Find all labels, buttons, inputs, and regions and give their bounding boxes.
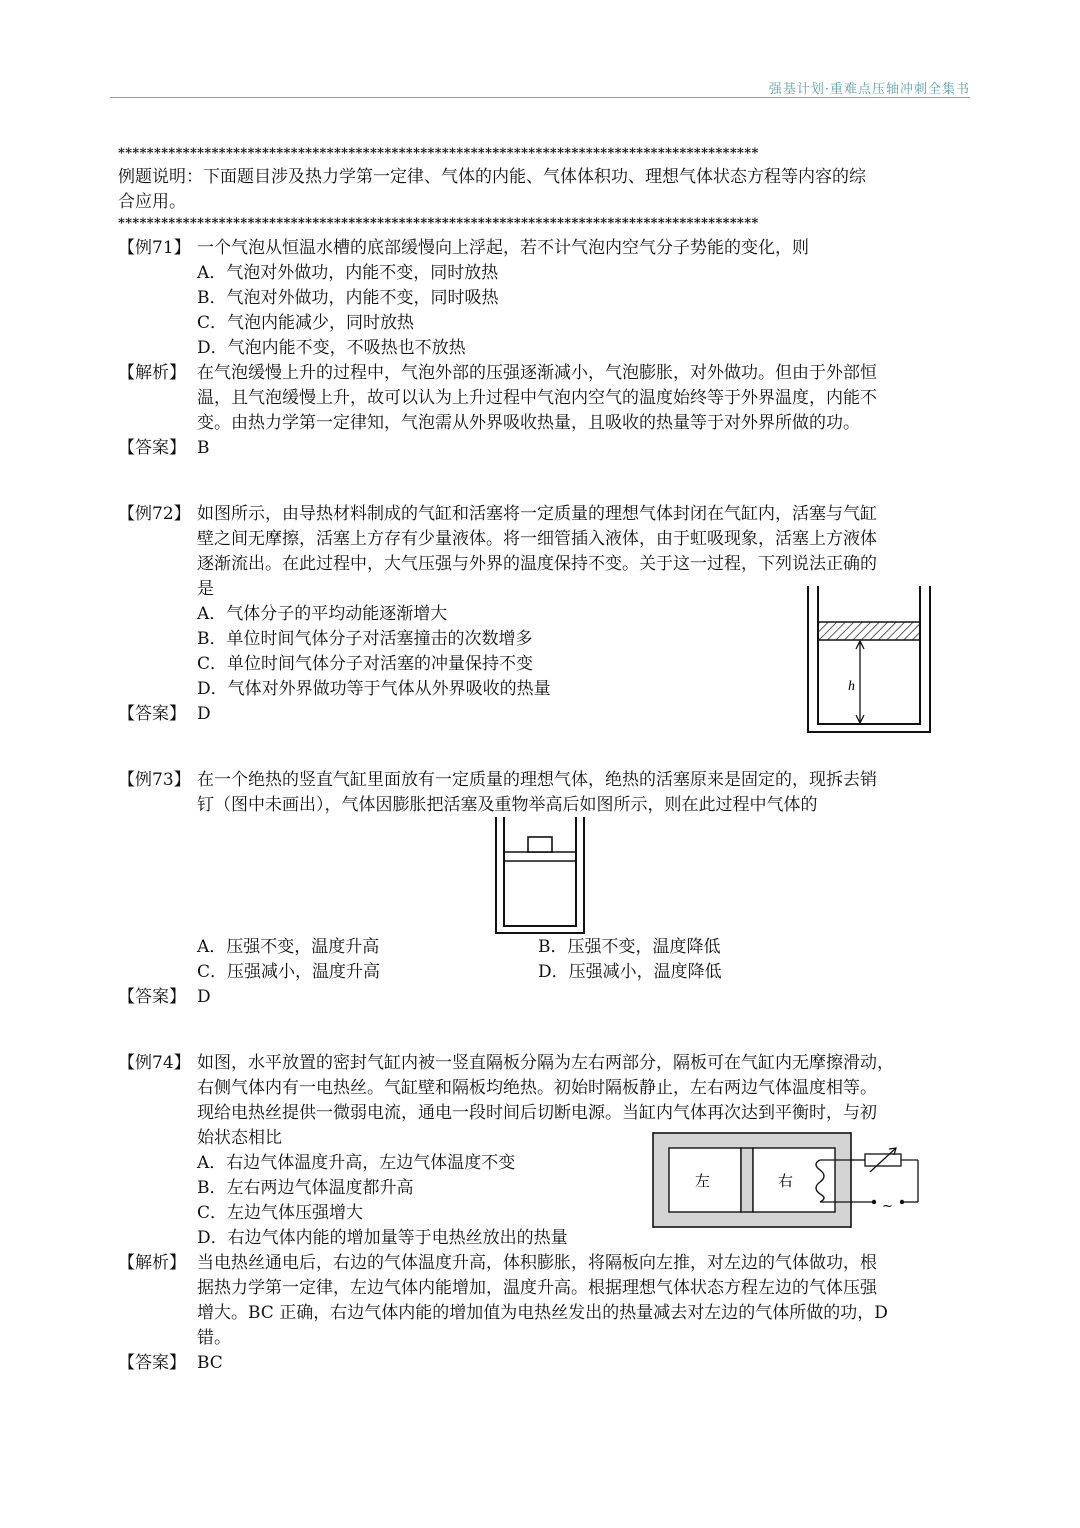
- q72-stem-line: 如图所示，由导热材料制成的气缸和活塞将一定质量的理想气体封闭在气缸内，活塞与气缸: [197, 504, 877, 524]
- q74-answer-label: 【答案】: [118, 1353, 186, 1373]
- q74-stem-line: 右侧气体内有一电热丝。气缸壁和隔板均绝热。初始时隔板静止，左右两边气体温度相等。: [197, 1078, 877, 1098]
- weight-block: [528, 837, 552, 852]
- q74-option: A．右边气体温度升高，左边气体温度不变: [197, 1153, 516, 1173]
- q73-option: C．压强减小，温度升高: [197, 962, 381, 982]
- q73-cylinder-figure: [490, 815, 590, 940]
- right-label: 右: [778, 1172, 794, 1190]
- q73-answer-label: 【答案】: [118, 987, 186, 1007]
- q74-analysis-line: 错。: [197, 1328, 231, 1348]
- q74-answer: BC: [197, 1353, 223, 1373]
- q71-stem: 一个气泡从恒温水槽的底部缓慢向上浮起，若不计气泡内空气分子势能的变化，则: [197, 238, 809, 258]
- left-label: 左: [695, 1172, 711, 1190]
- partition: [741, 1148, 753, 1212]
- q71-answer: B: [197, 438, 210, 458]
- header-rule: [110, 97, 970, 98]
- ac-terminal-right: [900, 1200, 904, 1204]
- running-header: 强基计划·重难点压轴冲刺全集书: [768, 82, 970, 97]
- intro-line: 合应用。: [118, 192, 186, 212]
- q71-analysis-line: 温，且气泡缓慢上升，故可以认为上升过程中气泡内空气的温度始终等于外界温度，内能不: [197, 388, 877, 408]
- cylinder-inner-wall: [818, 586, 920, 724]
- q74-option: B．左右两边气体温度都升高: [197, 1178, 414, 1198]
- q72-stem-line: 逐渐流出。在此过程中，大气压强与外界的温度保持不变。关于这一过程，下列说法正确的: [197, 554, 877, 574]
- q72-option: A．气体分子的平均动能逐渐增大: [197, 604, 448, 624]
- q72-stem-line: 壁之间无摩擦，活塞上方存有少量液体。将一细管插入液体，由于虹吸现象，活塞上方液体: [197, 529, 877, 549]
- q74-stem-line: 始状态相比: [197, 1128, 282, 1148]
- q71-answer-label: 【答案】: [118, 438, 186, 458]
- q72-option: D．气体对外界做功等于气体从外界吸收的热量: [197, 679, 551, 699]
- q72-option: B．单位时间气体分子对活塞撞击的次数增多: [197, 629, 533, 649]
- q74-analysis-line: 据热力学第一定律，左边气体内能增加，温度升高。根据理想气体状态方程左边的气体压强: [197, 1278, 877, 1298]
- q71-option: D．气泡内能不变，不吸热也不放热: [197, 338, 466, 358]
- intro-line: 例题说明：下面题目涉及热力学第一定律、气体的内能、气体体积功、理想气体状态方程等内容的综: [118, 167, 866, 187]
- q73-stem-line: 钉（图中未画出），气体因膨胀把活塞及重物举高后如图所示，则在此过程中气体的: [197, 795, 818, 815]
- q71-label: 【例71】: [118, 238, 191, 258]
- height-label: h: [848, 679, 855, 694]
- q71-analysis-line: 在气泡缓慢上升的过程中，气泡外部的压强逐渐减小，气泡膨胀，对外做功。但由于外部恒: [197, 363, 877, 383]
- q74-horizontal-cylinder-figure: [650, 1130, 930, 1232]
- q72-stem-line: 是: [197, 579, 214, 599]
- q74-analysis-line: 增大。BC 正确，右边气体内能的增加值为电热丝发出的热量减去对左边的气体所做的功，D: [197, 1303, 888, 1323]
- piston: [818, 622, 920, 640]
- q73-label: 【例73】: [118, 770, 191, 790]
- cylinder-outer-wall: [808, 586, 930, 732]
- q74-stem-line: 现给电热丝提供一微弱电流，通电一段时间后切断电源。当缸内气体再次达到平衡时，与初: [197, 1103, 877, 1123]
- q73-option: D．压强减小，温度降低: [538, 962, 722, 982]
- q71-option: C．气泡内能减少，同时放热: [197, 313, 415, 333]
- q74-analysis-line: 当电热丝通电后，右边的气体温度升高，体积膨胀，将隔板向左推，对左边的气体做功，根: [197, 1253, 877, 1273]
- q74-stem-line: 如图，水平放置的密封气缸内被一竖直隔板分隔为左右两部分，隔板可在气缸内无摩擦滑动，: [197, 1053, 894, 1073]
- q72-answer-label: 【答案】: [118, 704, 186, 724]
- star-separator: *****************************************************************************************: [118, 216, 759, 231]
- q72-option: C．单位时间气体分子对活塞的冲量保持不变: [197, 654, 534, 674]
- cylinder-inner-wall: [504, 817, 576, 926]
- q73-option: B．压强不变，温度降低: [538, 937, 721, 957]
- q74-label: 【例74】: [118, 1053, 191, 1073]
- q74-option: C．左边气体压强增大: [197, 1203, 364, 1223]
- q71-option: A．气泡对外做功，内能不变，同时放热: [197, 263, 499, 283]
- q72-answer: D: [197, 704, 211, 724]
- q73-stem-line: 在一个绝热的竖直气缸里面放有一定质量的理想气体，绝热的活塞原来是固定的，现拆去销: [197, 770, 877, 790]
- cylinder-outer-wall: [496, 817, 584, 933]
- q72-label: 【例72】: [118, 504, 191, 524]
- q71-option: B．气泡对外做功，内能不变，同时吸热: [197, 288, 499, 308]
- q73-answer: D: [197, 987, 211, 1007]
- q73-option: A．压强不变，温度升高: [197, 937, 380, 957]
- q74-option: D．右边气体内能的增加量等于电热丝放出的热量: [197, 1228, 568, 1248]
- q71-analysis-line: 变。由热力学第一定律知，气泡需从外界吸收热量，且吸收的热量等于对外界所做的功。: [197, 413, 860, 433]
- q74-analysis-label: 【解析】: [118, 1253, 186, 1273]
- star-separator: *****************************************************************************************: [118, 146, 759, 161]
- q71-analysis-label: 【解析】: [118, 363, 186, 383]
- ac-source-symbol: ~: [882, 1199, 893, 1214]
- q72-cylinder-figure: [800, 582, 940, 742]
- ac-terminal-left: [872, 1200, 876, 1204]
